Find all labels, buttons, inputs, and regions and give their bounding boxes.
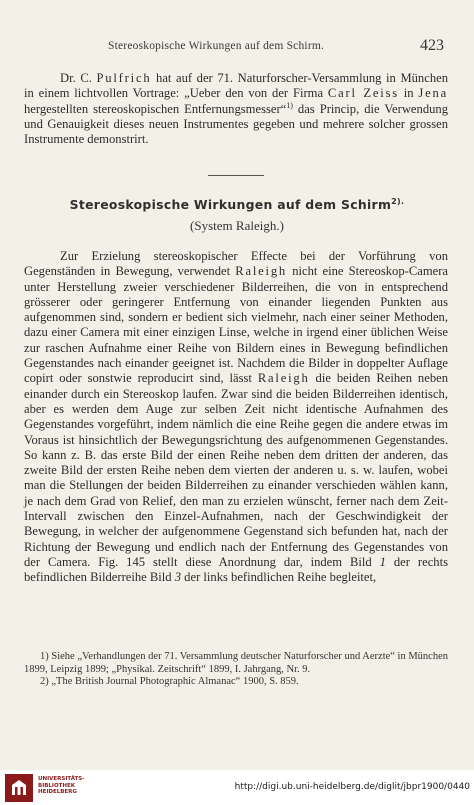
section-divider bbox=[208, 175, 264, 176]
footnote-mark-2: 2). bbox=[391, 196, 405, 206]
name-pulfrich: Pulfrich bbox=[96, 71, 152, 85]
intro-text: Dr. C. bbox=[60, 71, 97, 85]
name-raleigh: Raleigh bbox=[257, 371, 310, 386]
name-jena: Jena bbox=[418, 86, 448, 101]
footnote-mark-1: 1) bbox=[286, 100, 293, 110]
page-number: 423 bbox=[420, 37, 444, 54]
body-text: die beiden Reihen neben einander durch ein Stereoskop laufen. Zwar sind die beiden Bilderreihen identisch, aber es werden dem Auge zur selben Zeit nicht identische Aufnahmen des Gegenstandes vorgeführt, indem nämlich die eine Reihe gegen die andere etwas im Voraus ist hinsichtlich der Bewegungsrichtung des aufgenommenen Gegenstandes. So kann z. B. das erste Bild der einen Reihe neben dem dritten der anderen, das zweite Bild der ersten Reihe neben dem vierten der anderen u. s. w. laufen, wobei man die Stellungen der beiden Bilderreihen zu einander verschieden wählen kann, je nach dem Grad von Relief, den man zu erzielen wünscht, ferner nach dem Zeit-Intervall zwischen den Einzel-Aufnahmen, nach der Geschwindigkeit der Bewegung, in welcher der aufgenommene Gegenstand sich befunden hat, nach der Richtung der Bewegung und endlich nach der Entfernung des Gegenstandes von der Camera. Fig. 145 stellt diese Anordnung dar, indem Bild bbox=[24, 371, 449, 569]
section-title-text: Stereoskopische Wirkungen auf dem Schirm bbox=[69, 197, 392, 212]
logo-text-line: BIBLIOTHEK bbox=[38, 782, 76, 789]
intro-paragraph bbox=[24, 71, 448, 147]
logo-text-line: HEIDELBERG bbox=[38, 789, 77, 795]
body-text: der rechts befindlichen Bilderreihe Bild bbox=[24, 554, 448, 585]
name-carl-zeiss: Carl Zeiss bbox=[327, 86, 399, 101]
logo-text bbox=[38, 776, 85, 796]
university-library-logo-icon bbox=[4, 773, 34, 803]
footnotes bbox=[24, 651, 448, 689]
body-text: Zur Erzielung stereoskopischer Effecte bei der Vorführung von Gegenständen in Bewegung, verwendet bbox=[24, 249, 448, 279]
source-url-link[interactable]: http://digi.ub.uni-heidelberg.de/diglit/jbpr1900/0440 bbox=[234, 782, 470, 792]
footer-bar bbox=[0, 770, 474, 805]
body-text: nicht eine Stereoskop-Camera unter Herstellung zweier verschiedener Bilderreihen, die von in entsprechend grösserer oder geringerer Entfernung von einander liegenden Punkten aus aufgenommen sind, sondern er bedient sich vielmehr, nach einer seiner Methoden, dazu einer Camera mit einer einzigen Linse, welche in irgend einer üblichen Weise zur raschen Aufnahme einer Reihe von Bildern eines in Bewegung befindlichen Gegenstandes nach einander geeignet ist. Nachdem die Bilder in doppelter Auflage copirt oder sonstwie reproducirt sind, lässt bbox=[24, 264, 448, 386]
figure-ref-1: 1 bbox=[379, 554, 386, 569]
section-subtitle: (System Raleigh.) bbox=[190, 218, 284, 233]
section-title bbox=[0, 197, 474, 212]
running-title: Stereoskopische Wirkungen auf dem Schirm. bbox=[108, 40, 325, 52]
body-paragraph bbox=[24, 249, 448, 586]
figure-ref-3: 3 bbox=[174, 570, 182, 585]
body-text: der links befindlichen Reihe begleitet, bbox=[181, 570, 377, 585]
logo-text-line: UNIVERSITÄTS- bbox=[38, 776, 85, 782]
footnote-2: 2) „The British Journal Photographic Almanac“ 1900, S. 859. bbox=[40, 676, 299, 688]
intro-text: hergestellten stereoskopischen Entfernungsmesser“ bbox=[24, 101, 287, 116]
name-raleigh: Raleigh bbox=[235, 264, 288, 279]
intro-text: in bbox=[398, 86, 419, 101]
intro-text: hat auf der 71. Naturforscher-Versammlung in München in einem lichtvollen Vortrage: „Ueber den von der Firma bbox=[24, 71, 449, 101]
footnote-1: 1) Siehe „Verhandlungen der 71. Versammlung deutscher Naturforscher und Aerzte“ in München 1899, Leipzig 1899; „Physikal. Zeitschrift“ 1899, I. Jahrgang, Nr. 9. bbox=[24, 651, 449, 675]
intro-text: das Princip, die Verwendung und Genauigkeit dieses neuen Instrumentes gegeben und mehrere solcher grossen Instrumente demonstrirt. bbox=[24, 101, 449, 147]
